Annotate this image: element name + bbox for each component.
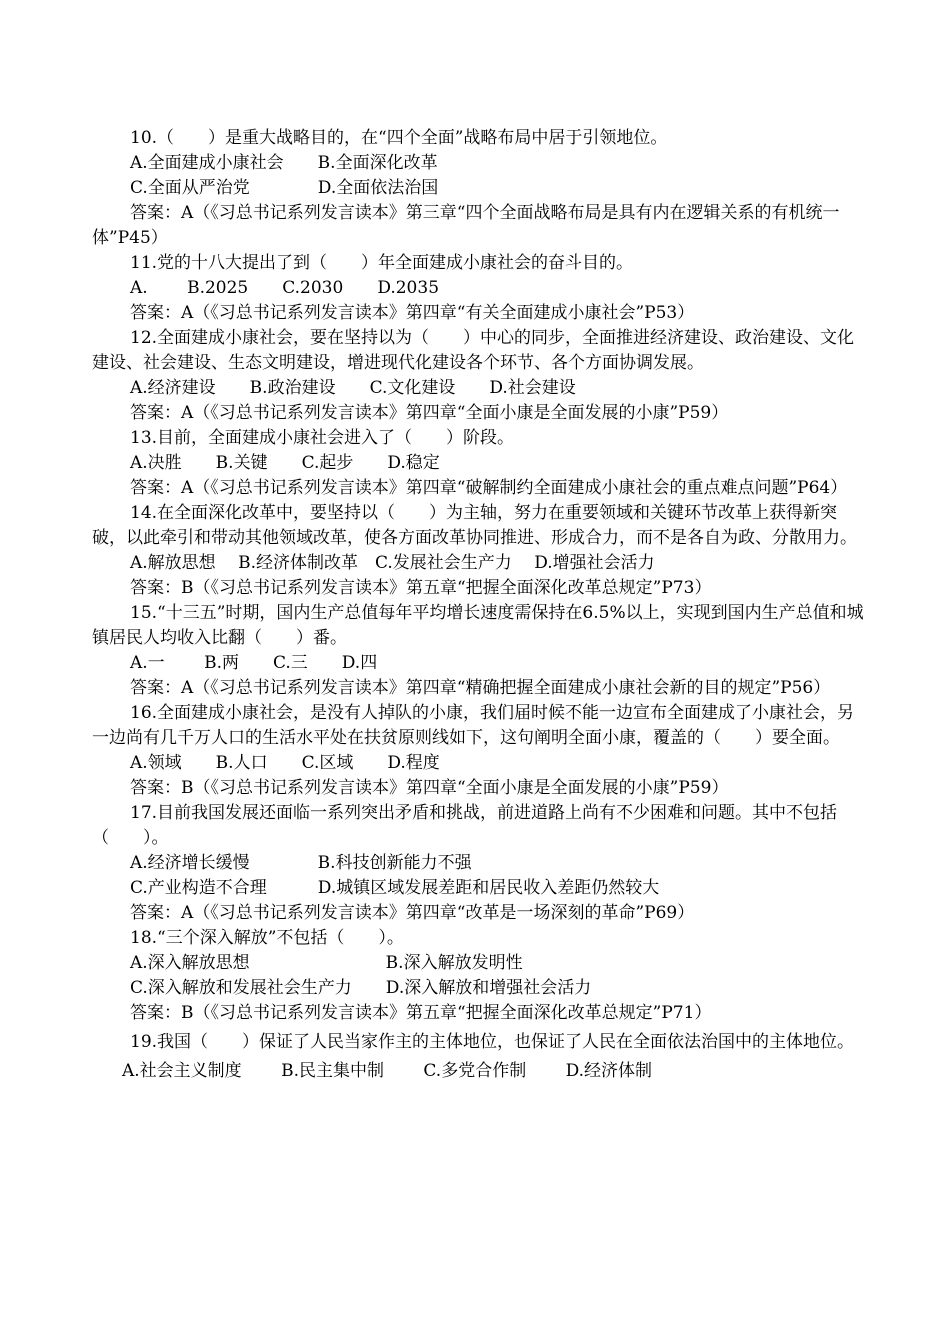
question-block — [92, 801, 868, 926]
question-answer: 答案：A（《习总书记系列发言读本》第四章“有关全面建成小康社会”P53） — [130, 303, 695, 323]
question-options: C.全面从严治党 D.全面依法治国 — [130, 178, 439, 198]
question-block — [92, 426, 868, 501]
question-options: A.全面建成小康社会 B.全面深化改革 — [130, 153, 438, 173]
question-stem: 13.目前，全面建成小康社会进入了（ ）阶段。 — [130, 428, 515, 448]
question-block — [92, 926, 868, 1026]
question-19-options: A.社会主义制度 B.民主集中制 C.多党合作制 D.经济体制 — [122, 1061, 653, 1081]
question-options: A. B.2025 C.2030 D.2035 — [130, 278, 440, 298]
question-answer: 答案：A（《习总书记系列发言读本》第四章“精确把握全面建成小康社会新的目的规定”P56） — [130, 678, 831, 698]
question-options: A.领域 B.人口 C.区域 D.程度 — [130, 753, 440, 773]
question-options: A.解放思想 B.经济体制改革 C.发展社会生产力 D.增强社会活力 — [130, 553, 655, 573]
question-answer: 答案：B（《习总书记系列发言读本》第五章“把握全面深化改革总规定”P71） — [130, 1003, 712, 1023]
question-stem: 16.全面建成小康社会，是没有人掉队的小康，我们届时候不能一边宣布全面建成了小康社会，另一边尚有几千万人口的生活水平处在扶贫原则线如下，这句阐明全面小康，覆盖的（ ）要全面。 — [92, 703, 855, 748]
question-stem: 15.“十三五”时期，国内生产总值每年平均增长速度需保持在6.5%以上，实现到国内生产总值和城镇居民人均收入比翻（ ）番。 — [92, 603, 864, 648]
question-answer: 答案：B（《习总书记系列发言读本》第五章“把握全面深化改革总规定”P73） — [130, 578, 712, 598]
question-answer: 答案：A（《习总书记系列发言读本》第三章“四个全面战略布局是具有内在逻辑关系的有机统一体”P45） — [92, 203, 840, 248]
question-stem: 14.在全面深化改革中，要坚持以（ ）为主轴，努力在重要领域和关键环节改革上获得新突破，以此牵引和带动其他领域改革，使各方面改革协同推进、形成合力，而不是各自为政、分散用力。 — [92, 503, 857, 548]
question-block — [92, 126, 868, 251]
question-stem: 11.党的十八大提出了到（ ）年全面建成小康社会的奋斗目的。 — [130, 253, 634, 273]
question-options: C.深入解放和发展社会生产力 D.深入解放和增强社会活力 — [130, 978, 592, 998]
question-block — [92, 326, 868, 426]
question-stem: 17.目前我国发展还面临一系列突出矛盾和挑战，前进道路上尚有不少困难和问题。其中不包括（ ）。 — [92, 803, 838, 848]
question-options: A.决胜 B.关键 C.起步 D.稳定 — [130, 453, 440, 473]
question-options: C.产业构造不合理 D.城镇区域发展差距和居民收入差距仍然较大 — [130, 878, 660, 898]
question-block — [92, 501, 868, 601]
question-options: A.深入解放思想 B.深入解放发明性 — [130, 953, 523, 973]
question-options: A.经济建设 B.政治建设 C.文化建设 D.社会建设 — [130, 378, 576, 398]
question-stem: 18.“三个深入解放”不包括（ ）。 — [130, 928, 404, 948]
question-answer: 答案：A（《习总书记系列发言读本》第四章“全面小康是全面发展的小康”P59） — [130, 403, 729, 423]
question-stem: 10.（ ）是重大战略目的，在“四个全面”战略布局中居于引领地位。 — [130, 128, 668, 148]
question-options: A.经济增长缓慢 B.科技创新能力不强 — [130, 853, 472, 873]
question-block — [92, 601, 868, 701]
question-options: A.一 B.两 C.三 D.四 — [130, 653, 378, 673]
question-answer: 答案：A（《习总书记系列发言读本》第四章“破解制约全面建成小康社会的重点难点问题”P64） — [130, 478, 848, 498]
questions-container — [92, 126, 868, 1026]
question-answer: 答案：B（《习总书记系列发言读本》第四章“全面小康是全面发展的小康”P59） — [130, 778, 729, 798]
question-stem: 12.全面建成小康社会，要在坚持以为（ ）中心的同步，全面推进经济建设、政治建设、文化建设、社会建设、生态文明建设，增进现代化建设各个环节、各个方面协调发展。 — [92, 328, 855, 373]
question-block — [92, 251, 868, 326]
question-answer: 答案：A（《习总书记系列发言读本》第四章“改革是一场深刻的革命”P69） — [130, 903, 695, 923]
question-block — [92, 701, 868, 801]
question-list — [92, 126, 868, 1084]
question-19-stem: 19.我国（ ）保证了人民当家作主的主体地位，也保证了人民在全面依法治国中的主体地位。 — [130, 1032, 855, 1052]
